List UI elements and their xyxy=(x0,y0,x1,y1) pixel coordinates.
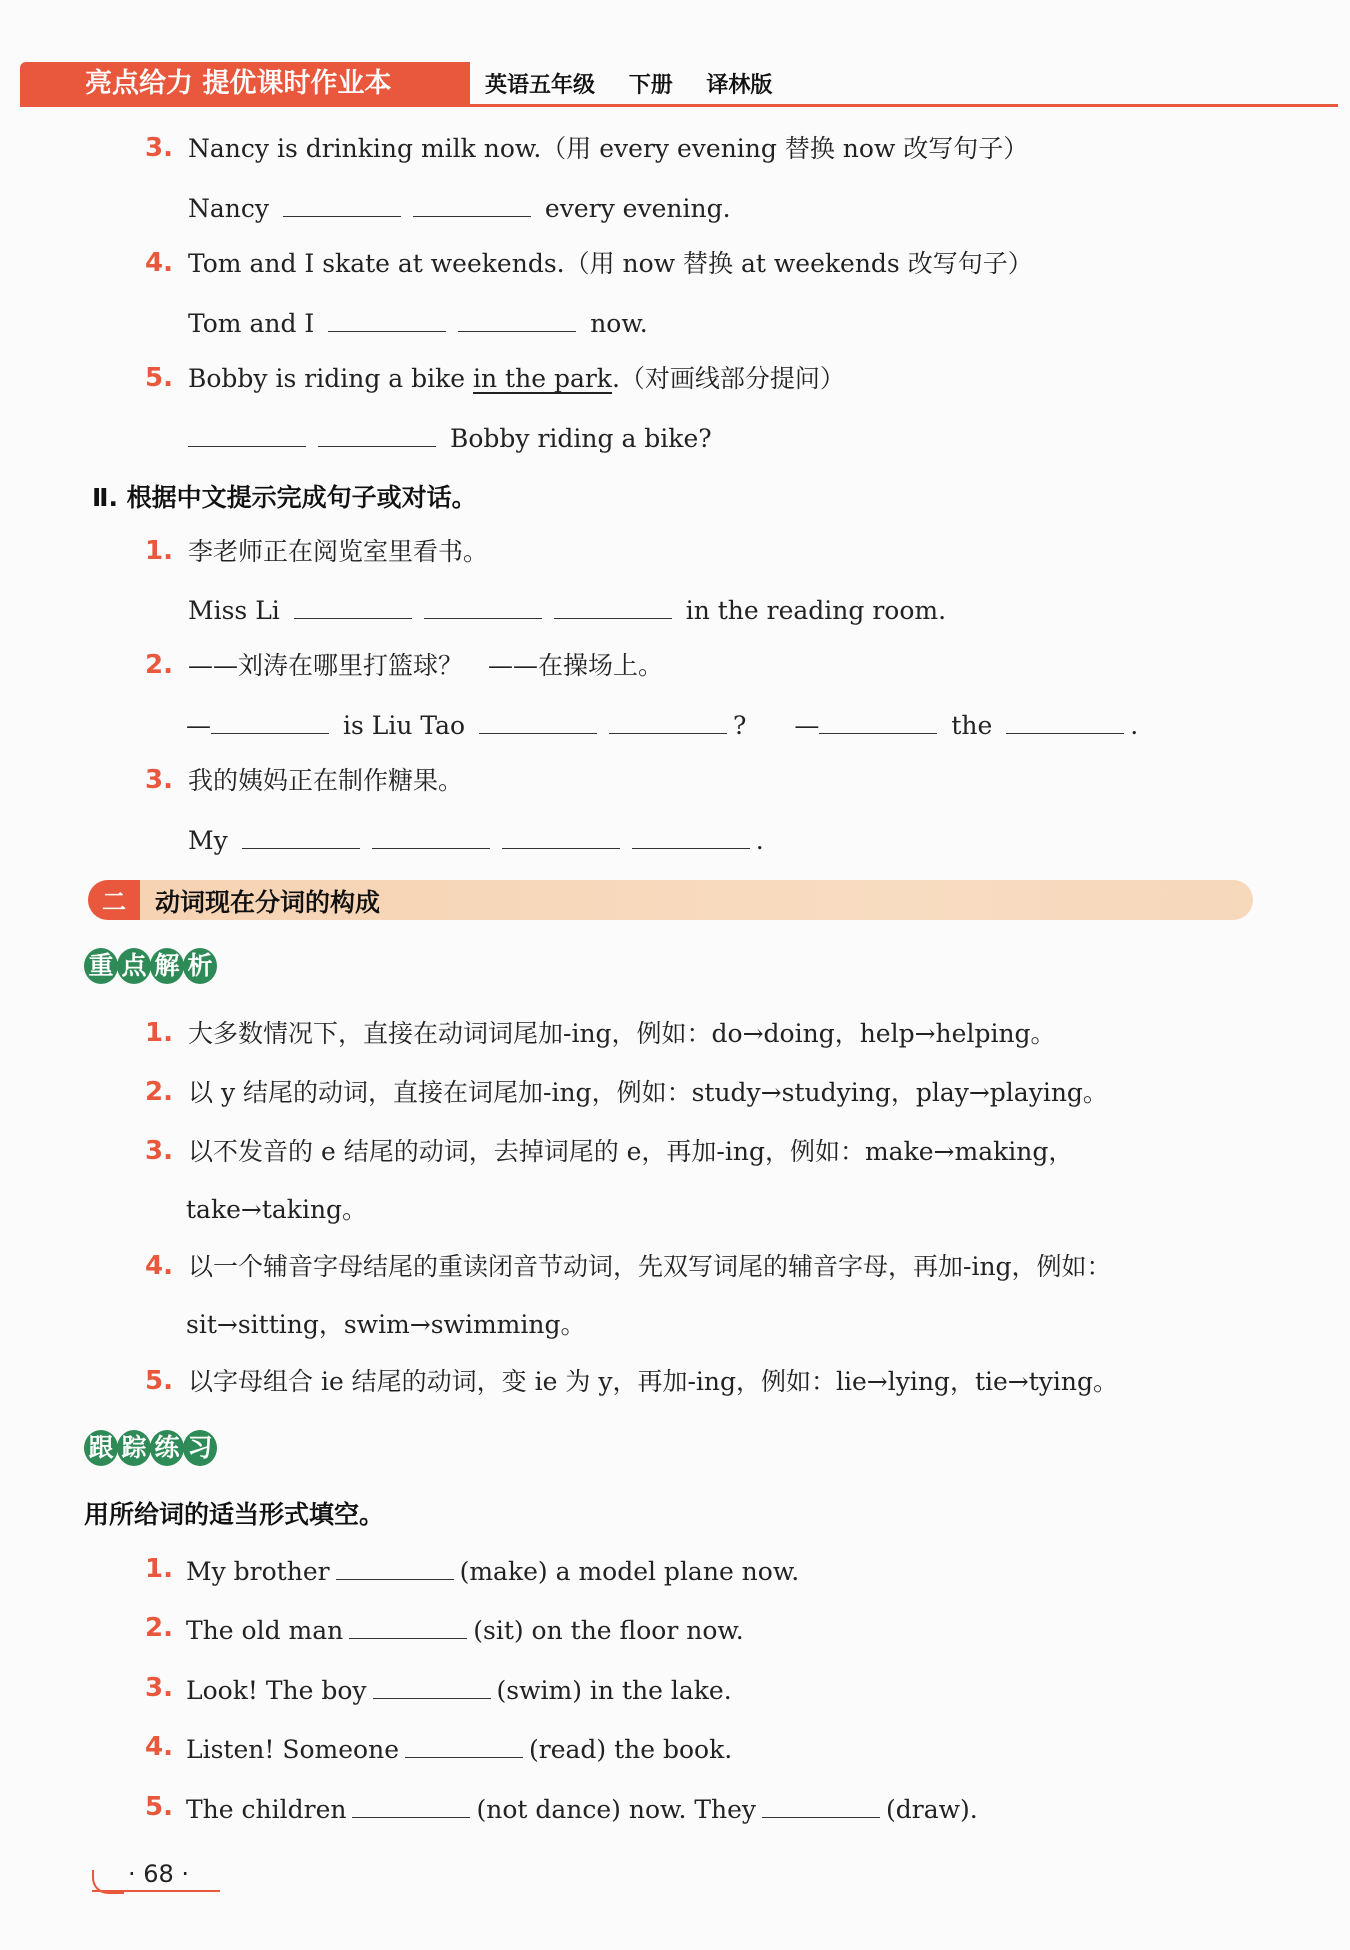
answer-blank[interactable] xyxy=(609,707,727,734)
exercise-text: Look! The boy xyxy=(186,1676,367,1705)
badge-char: 踪 xyxy=(117,1430,151,1466)
rule-number: 1. xyxy=(145,1018,173,1048)
book-info xyxy=(485,68,798,104)
answer-blank[interactable] xyxy=(554,592,672,619)
page-number: · 68 · xyxy=(128,1860,190,1888)
answer-line xyxy=(182,420,712,456)
answer-blank[interactable] xyxy=(424,592,542,619)
answer-blank[interactable] xyxy=(405,1731,523,1758)
exercise-number: 5. xyxy=(145,1792,173,1822)
badge-char: 解 xyxy=(150,948,184,984)
period: . xyxy=(755,826,764,855)
answer-blank[interactable] xyxy=(283,190,401,217)
rule-number: 5. xyxy=(145,1366,173,1396)
exercise-text: (not dance) now. They xyxy=(476,1795,757,1824)
exercise-number: 3. xyxy=(145,1673,173,1703)
exercise-line xyxy=(186,1731,732,1767)
answer-blank[interactable] xyxy=(479,707,597,734)
subject: 英语五年级 xyxy=(485,73,596,98)
answer-blank[interactable] xyxy=(413,190,531,217)
exercise-line xyxy=(186,1791,978,1827)
exercise-text: (swim) in the lake. xyxy=(496,1676,732,1705)
prompt-instruction: （用 now 替换 at weekends 改写句子） xyxy=(564,249,1033,278)
question-prompt xyxy=(188,132,1028,166)
answer-text: Bobby riding a bike? xyxy=(449,424,712,453)
key-analysis-badge xyxy=(84,948,216,984)
edition: 译林版 xyxy=(706,73,773,98)
answer-blank[interactable] xyxy=(372,822,490,849)
answer-line xyxy=(186,707,1138,743)
practice-heading: 用所给词的适当形式填空。 xyxy=(84,1500,385,1529)
exercise-text: (draw). xyxy=(886,1795,978,1824)
exercise-line xyxy=(186,1612,744,1648)
answer-line xyxy=(188,190,731,226)
section-number: 二 xyxy=(102,888,126,916)
exercise-text: My brother xyxy=(186,1557,330,1586)
answer-blank[interactable] xyxy=(242,822,360,849)
answer-text: My xyxy=(188,826,228,855)
answer-blank[interactable] xyxy=(762,1791,880,1818)
exercise-text: (sit) on the floor now. xyxy=(473,1616,744,1645)
rule-text: 以字母组合 ie 结尾的动词，变 ie 为 y，再加-ing，例如：lie→lying，tie→tying。 xyxy=(188,1367,1118,1396)
rule-number: 3. xyxy=(145,1136,173,1166)
exercise-line xyxy=(186,1553,799,1589)
question-prompt xyxy=(188,247,1033,281)
rule-number: 4. xyxy=(145,1251,173,1281)
answer-text: Miss Li xyxy=(188,596,280,625)
question-number: 3. xyxy=(145,765,173,795)
rule-text: 大多数情况下，直接在动词词尾加-ing，例如：do→doing，help→helping。 xyxy=(188,1019,1056,1048)
badge-char: 点 xyxy=(117,948,151,984)
footer-rule xyxy=(92,1890,220,1892)
answer-text: Nancy xyxy=(188,194,270,223)
prompt-text: Tom and I skate at weekends. xyxy=(188,249,565,278)
exercise-text: The old man xyxy=(186,1616,344,1645)
rule-text: 以不发音的 e 结尾的动词，去掉词尾的 e，再加-ing，例如：make→making， xyxy=(188,1137,1074,1166)
answer-blank[interactable] xyxy=(819,707,937,734)
rule-text-cont: sit→sitting，swim→swimming。 xyxy=(186,1310,586,1339)
answer-text: every evening. xyxy=(544,194,731,223)
answer-blank[interactable] xyxy=(1006,707,1124,734)
underlined-phrase: in the park xyxy=(473,364,612,393)
answer-line xyxy=(188,305,648,341)
exercise-number: 1. xyxy=(145,1554,173,1584)
answer-blank[interactable] xyxy=(328,305,446,332)
question-number: 2. xyxy=(145,650,173,680)
rule-text-cont: take→taking。 xyxy=(186,1195,368,1224)
prompt-text: Bobby is riding a bike xyxy=(188,364,474,393)
rule-text: 以一个辅音字母结尾的重读闭音节动词，先双写词尾的辅音字母，再加-ing，例如： xyxy=(188,1252,1112,1281)
answer-blank[interactable] xyxy=(336,1553,454,1580)
question-number: 1. xyxy=(145,536,173,566)
prompt-instruction: .（对画线部分提问） xyxy=(611,364,845,393)
exercise-text: (make) a model plane now. xyxy=(459,1557,800,1586)
exercise-number: 4. xyxy=(145,1732,173,1762)
badge-char: 跟 xyxy=(84,1430,118,1466)
prompt-instruction: （用 every evening 替换 now 改写句子） xyxy=(541,134,1029,163)
rule-text: 以 y 结尾的动词，直接在词尾加-ing，例如：study→studying，play→playing。 xyxy=(188,1078,1108,1107)
answer-text: in the reading room. xyxy=(685,596,947,625)
answer-text: now. xyxy=(590,309,648,338)
chinese-prompt: 我的姨妈正在制作糖果。 xyxy=(188,766,464,795)
badge-char: 练 xyxy=(150,1430,184,1466)
badge-char: 析 xyxy=(183,948,217,984)
period: . xyxy=(1130,711,1139,740)
question-number: 5. xyxy=(145,363,173,393)
exercise-number: 2. xyxy=(145,1613,173,1643)
section-heading: Ⅱ. 根据中文提示完成句子或对话。 xyxy=(92,483,477,512)
section-title: 动词现在分词的构成 xyxy=(155,888,381,917)
header-rule xyxy=(20,104,1338,107)
answer-blank[interactable] xyxy=(188,420,306,447)
exercise-text: Listen! Someone xyxy=(186,1735,399,1764)
question-prompt xyxy=(188,362,845,396)
answer-blank[interactable] xyxy=(352,1791,470,1818)
answer-blank[interactable] xyxy=(211,707,329,734)
dash: — xyxy=(794,711,820,740)
exercise-text: (read) the book. xyxy=(529,1735,733,1764)
badge-char: 重 xyxy=(84,948,118,984)
exercise-text: The children xyxy=(186,1795,347,1824)
exercise-line xyxy=(186,1672,732,1708)
chinese-prompt: 李老师正在阅览室里看书。 xyxy=(188,537,489,566)
answer-line xyxy=(188,592,946,628)
answer-text: the xyxy=(951,711,993,740)
chinese-prompt: ——刘涛在哪里打篮球？ ——在操场上。 xyxy=(188,651,664,680)
answer-blank[interactable] xyxy=(502,822,620,849)
question-number: 4. xyxy=(145,248,173,278)
answer-blank[interactable] xyxy=(458,305,576,332)
answer-line xyxy=(188,822,764,858)
book-title: 亮点给力 提优课时作业本 xyxy=(85,68,392,99)
answer-blank[interactable] xyxy=(318,420,436,447)
practice-badge xyxy=(84,1430,216,1466)
prompt-text: Nancy is drinking milk now. xyxy=(188,134,542,163)
answer-blank[interactable] xyxy=(373,1672,491,1699)
dash: — xyxy=(186,711,211,740)
answer-blank[interactable] xyxy=(632,822,750,849)
volume: 下册 xyxy=(628,73,673,98)
answer-text: is Liu Tao xyxy=(342,711,466,740)
question-number: 3. xyxy=(145,133,173,163)
rule-number: 2. xyxy=(145,1077,173,1107)
question-mark: ? xyxy=(733,711,747,740)
answer-blank[interactable] xyxy=(349,1612,467,1639)
answer-blank[interactable] xyxy=(294,592,412,619)
answer-text: Tom and I xyxy=(188,309,315,338)
badge-char: 习 xyxy=(183,1430,217,1466)
